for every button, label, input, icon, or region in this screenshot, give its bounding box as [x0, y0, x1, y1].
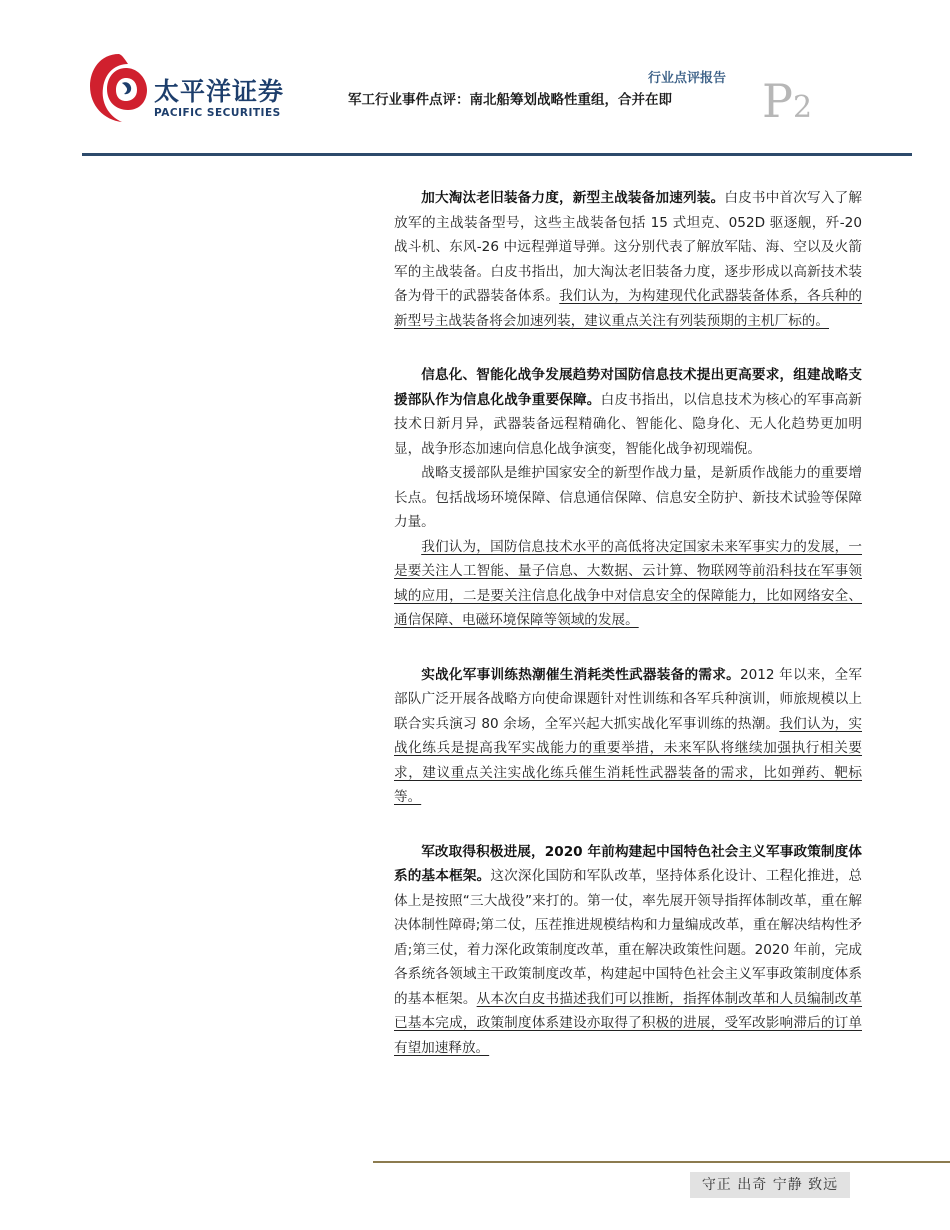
section-opinion: 我们认为，为构建现代化武器装备体系，各兵种的新型号主战装备将会加速列装，建议重点关注有列装预期的主机厂标的。 — [394, 288, 863, 329]
footer-motto: 守正 出奇 宁静 致远 — [690, 1172, 850, 1198]
logo-emblem-icon — [88, 50, 150, 130]
logo-english-name: PACIFIC SECURITIES — [154, 107, 281, 119]
section-opinion: 从本次白皮书描述我们可以推断，指挥体制改革和人员编制改革已基本完成，政策制度体系建设亦取得了积极的进展，受军改影响滞后的订单有望加速释放。 — [394, 990, 863, 1056]
page-digit: 2 — [792, 90, 813, 125]
section-equipment — [394, 186, 862, 333]
page-number — [762, 74, 813, 128]
header-divider — [82, 153, 912, 156]
company-logo — [88, 50, 285, 130]
section-training — [394, 663, 862, 810]
section-text: 这次深化国防和军队改革，坚持体系化设计、工程化推进，总体上是按照“三大战役”来打的。第一仗，率先展开领导指挥体制改革，重在解决体制性障碍;第二仗，压茬推进规模结构和力量编成改革，重在解决结构性矛盾;第三仗，着力深化政策制度改革，重在解决政策性问题。2020 年前，完成各系统各领域主干政策制度改革，构建起中国特色社会主义军事政策制度体系的基本框架。 — [394, 868, 862, 1007]
footer-divider — [373, 1161, 950, 1163]
section-heading: 军改取得积极进展，2020 年前构建起中国特色社会主义军事政策制度体系的基本框架。 — [394, 843, 862, 884]
report-body — [394, 186, 862, 1060]
section-informatization — [394, 363, 862, 461]
section-text: 2012 年以来，全军部队广泛开展各战略方向使命课题针对性训练和各军兵种演训，师旅规模以上联合实兵演习 80 余场，全军兴起大抓实战化军事训练的热潮。 — [394, 666, 863, 732]
section-text: 白皮书中首次写入了解放军的主战装备型号，这些主战装备包括 15 式坦克、052D 驱逐舰，歼-20 战斗机、东风-26 中远程弹道导弹。这分别代表了解放军陆、海、空以及火箭军的主战装备。白皮书指出，加大淘汰老旧装备力度，逐步形成以高新技术装备为骨干的武器装备体系。 — [394, 190, 862, 304]
page-prefix: P — [762, 74, 793, 128]
section-strategic-support: 战略支援部队是维护国家安全的新型作战力量，是新质作战能力的重要增长点。包括战场环境保障、信息通信保障、信息安全防护、新技术试验等保障力量。 — [394, 465, 862, 530]
section-heading: 加大淘汰老旧装备力度，新型主战装备加速列装。 — [421, 190, 725, 206]
section-heading: 实战化军事训练热潮催生消耗类性武器装备的需求。 — [421, 666, 740, 683]
section-opinion-paragraph — [394, 535, 862, 633]
report-type: 行业点评报告 — [648, 71, 727, 86]
report-title: 军工行业事件点评：南北船筹划战略性重组，合并在即 — [348, 92, 672, 108]
section-opinion: 我们认为，国防信息技术水平的高低将决定国家未来军事实力的发展，一是要关注人工智能、量子信息、大数据、云计算、物联网等前沿科技在军事领域的应用，二是要关注信息化战争中对信息安全的保障能力，比如网络安全、通信保障、电磁环境保障等领域的发展。 — [394, 538, 862, 628]
section-opinion: 我们认为，实战化练兵是提高我军实战能力的重要举措，未来军队将继续加强执行相关要求，建议重点关注实战化练兵催生消耗性武器装备的需求，比如弹药、靶标等。 — [394, 715, 862, 805]
logo-chinese-name: 太平洋证券 — [154, 77, 285, 106]
section-text: 白皮书指出，以信息技术为核心的军事高新技术日新月异，武器装备远程精确化、智能化、隐身化、无人化趋势更加明显，战争形态加速向信息化战争演变，智能化战争初现端倪。 — [394, 391, 863, 457]
section-heading: 信息化、智能化战争发展趋势对国防信息技术提出更高要求，组建战略支援部队作为信息化战争重要保障。 — [394, 367, 862, 408]
section-reform — [394, 840, 862, 1061]
